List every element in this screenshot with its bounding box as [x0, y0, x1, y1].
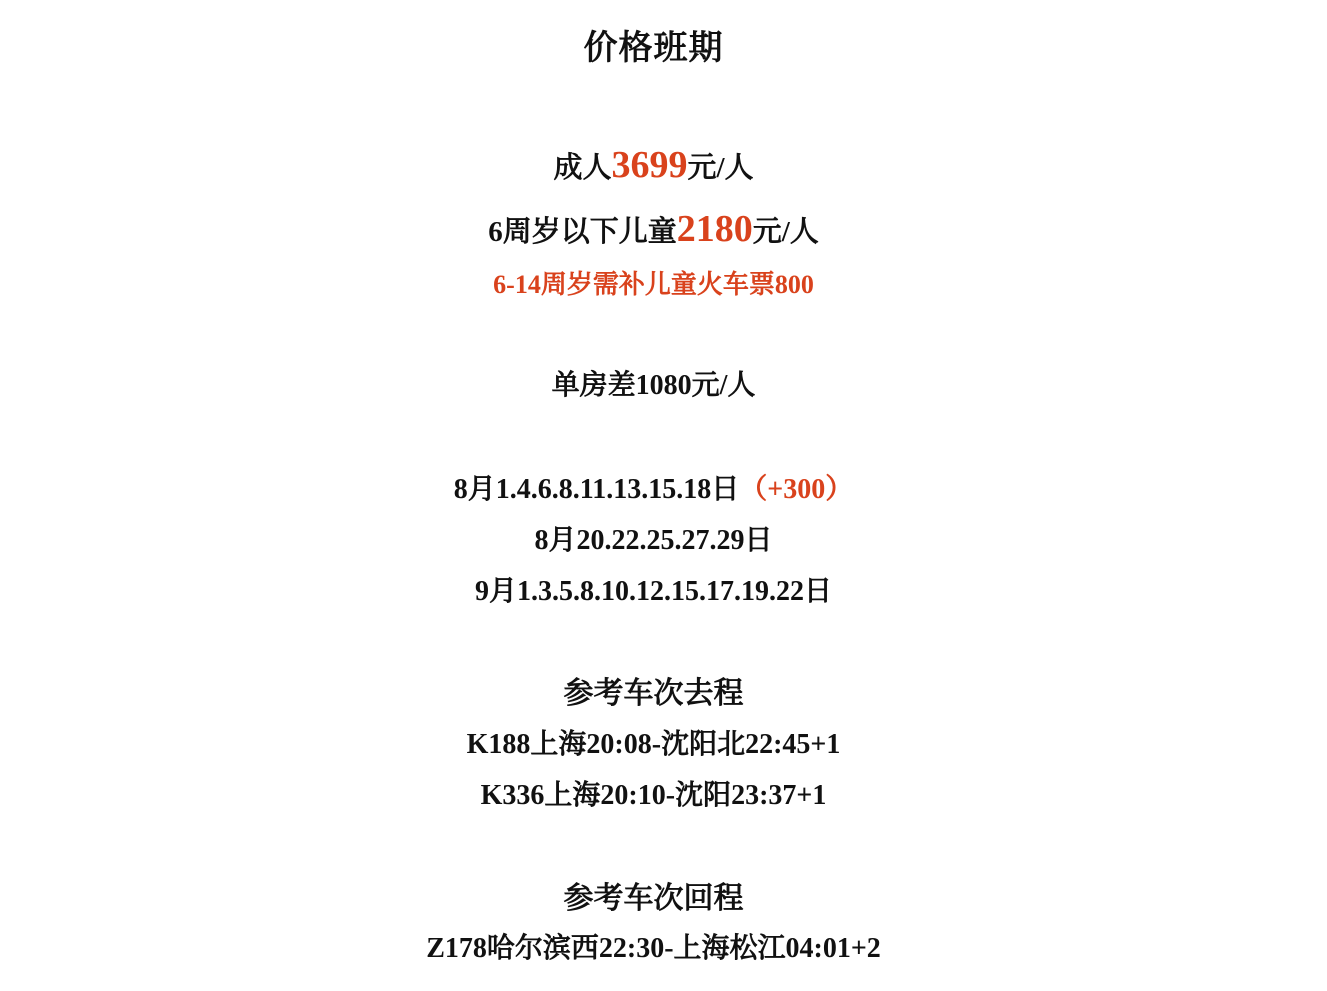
outbound-train-1: K188上海20:08-沈阳北22:45+1 — [466, 729, 841, 760]
schedule-surcharge: （+300） — [739, 474, 854, 505]
schedule-line-3: 9月1.3.5.8.10.12.15.17.19.22日 — [474, 576, 832, 607]
schedule-line-2: 8月20.22.25.27.29日 — [534, 525, 773, 556]
single-room-surcharge: 单房差1080元/人 — [551, 370, 756, 401]
child-price-suffix: 元/人 — [752, 216, 819, 248]
child-ticket-note: 6-14周岁需补儿童火车票800 — [493, 270, 814, 299]
return-train-1: Z178哈尔滨西22:30-上海松江04:01+2 — [426, 933, 881, 964]
child-price-value: 2180 — [676, 208, 753, 250]
outbound-train-2: K336上海20:10-沈阳23:37+1 — [480, 780, 827, 811]
outbound-heading: 参考车次去程 — [563, 677, 744, 710]
schedule-dates-1: 8月1.4.6.8.11.13.15.18日 — [453, 474, 740, 505]
adult-price-value: 3699 — [611, 144, 688, 186]
page-title: 价格班期 — [583, 30, 724, 67]
adult-price-line — [0, 146, 1307, 184]
return-heading: 参考车次回程 — [563, 882, 744, 915]
child-price-line — [0, 210, 1307, 248]
schedule-line-1 — [0, 476, 1307, 504]
adult-price-suffix: 元/人 — [687, 152, 754, 184]
child-price-prefix: 6周岁以下儿童 — [488, 216, 677, 248]
adult-price-prefix: 成人 — [553, 152, 612, 184]
